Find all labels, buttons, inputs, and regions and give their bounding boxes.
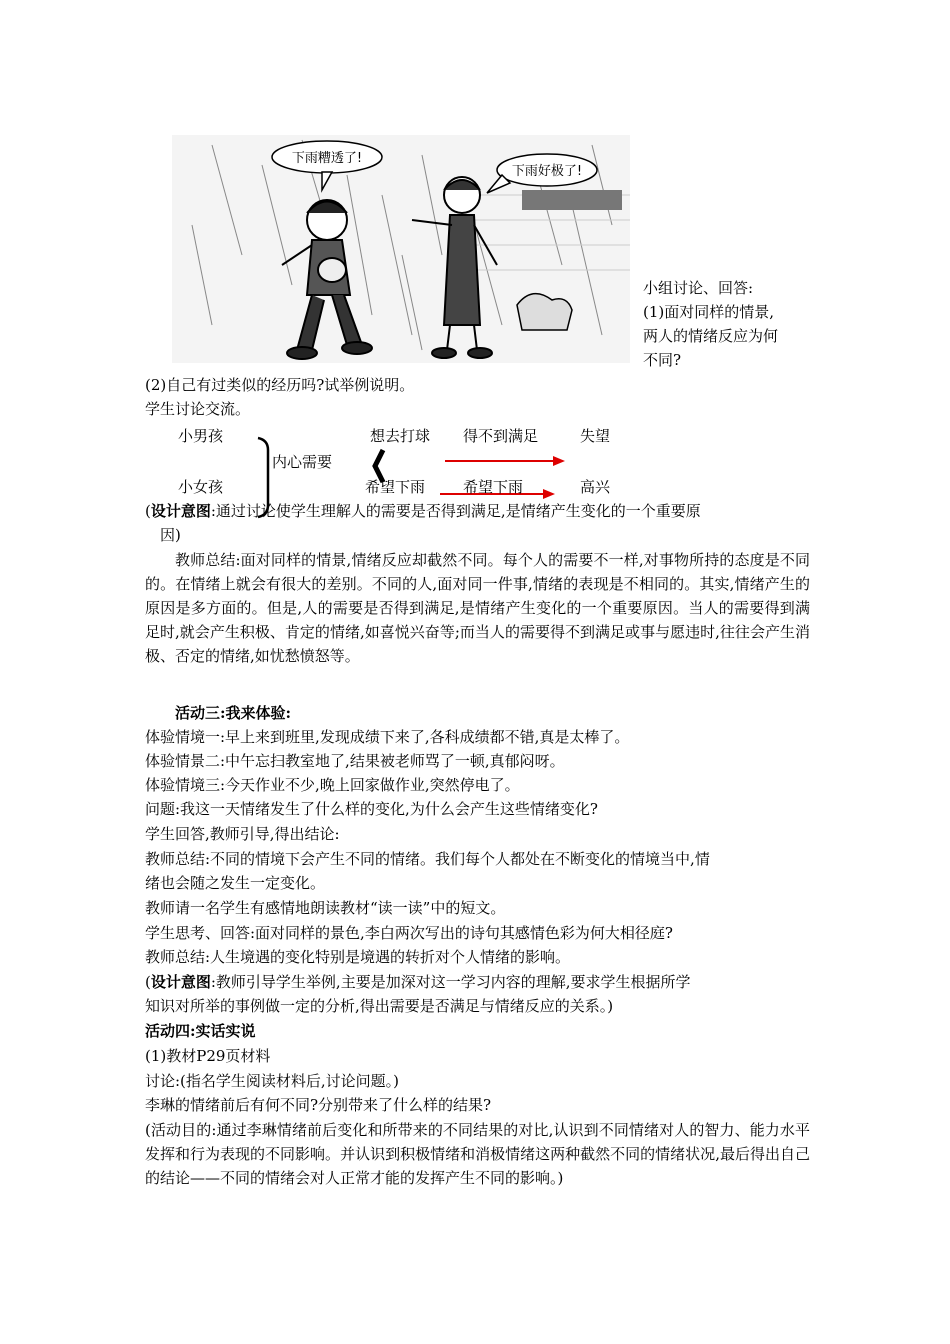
design-intent-label: 设计意图 [150, 502, 211, 520]
diagram-girl-result: 希望下雨 [463, 478, 524, 496]
design-intent-1: (设计意图:通过讨论使学生理解人的需要是否得到满足,是情绪产生变化的一个重要原 [145, 502, 701, 520]
material-line: (1)教材P29页材料 [145, 1047, 271, 1065]
activity-3-heading: 活动三:我来体验: [175, 704, 292, 722]
experience-1: 体验情境一:早上来到班里,发现成绩下来了,各科成绩都不错,真是太棒了。 [145, 728, 630, 746]
question-line: 问题:我这一天情绪发生了什么样的变化,为什么会产生这些情绪变化? [145, 800, 598, 818]
discussion-line: 学生讨论交流。 [145, 400, 251, 418]
design-intent-2: (设计意图:教师引导学生举例,主要是加深对这一学习内容的理解,要求学生根据所学 [145, 973, 691, 991]
design-intent-2-label: 设计意图 [150, 973, 211, 991]
bubble-right-text: 下雨好极了! [511, 164, 583, 179]
teacher-summary-3: 教师总结:人生境遇的变化特别是境遇的转折对个人情绪的影响。 [145, 948, 571, 966]
bubble-left-text: 下雨糟透了! [291, 151, 363, 166]
design-intent-text: :通过讨论使学生理解人的需要是否得到满足,是情绪产生变化的一个重要原 [210, 502, 701, 520]
diagram-boy: 小男孩 [178, 427, 224, 445]
discuss-line: 讨论:(指名学生阅读材料后,讨论问题。) [145, 1072, 400, 1090]
diagram-boy-want: 想去打球 [370, 427, 431, 445]
arrow-head-1 [553, 456, 565, 466]
teacher-summary-2b: 绪也会随之发生一定变化。 [145, 874, 326, 892]
design-intent-2-cont: 知识对所举的事例做一定的分析,得出需要是否满足与情绪反应的关系。) [145, 997, 614, 1015]
diagram-inner-need: 内心需要 [272, 453, 333, 471]
teacher-summary-1: 教师总结:面对同样的情景,情绪反应却截然不同。每个人的需要不一样,对事物所持的态度是不同的。在情绪上就会有很大的差别。不同的人,面对同一件事,情绪的表现是不相同的。其实,情绪产生的原因是多方面的。但是,人的需要是否得到满足,是情绪产生变化的一个重要原因。当人的需要得到满足时,就会产生积极、肯定的情绪,如喜悦兴奋等;而当人的需要得不到满足或事与愿违时,往往会产生消极、否定的情绪,如忧愁愤怒等。 [145, 551, 810, 665]
diagram-boy-feeling: 失望 [580, 427, 611, 445]
arrow-head-2 [543, 489, 555, 499]
side-text-3: 两人的情绪反应为何 [643, 327, 779, 345]
diagram-girl: 小女孩 [178, 478, 224, 496]
activity-purpose: (活动目的:通过李琳情绪前后变化和所带来的不同结果的对比,认识到不同情绪对人的智力、能力水平发挥和行为表现的不同影响。并认识到积极情绪和消极情绪这两种截然不同的情绪状况,最后得出自己的结论——不同的情绪会对人正常才能的发挥产生不同的影响。) [145, 1121, 810, 1187]
teacher-summary-2a: 教师总结:不同的情境下会产生不同的情绪。我们每个人都处在不断变化的情境当中,情 [145, 850, 710, 868]
side-text-4: 不同? [643, 351, 682, 369]
question-2: (2)自己有过类似的经历吗?试举例说明。 [145, 376, 415, 394]
experience-2: 体验情景二:中午忘扫教室地了,结果被老师骂了一顿,真郁闷呀。 [145, 752, 565, 770]
design-intent-2-text: :教师引导学生举例,主要是加深对这一学习内容的理解,要求学生根据所学 [210, 973, 691, 991]
experience-3: 体验情境三:今天作业不少,晚上回家做作业,突然停电了。 [145, 776, 520, 794]
side-text-2: (1)面对同样的情景, [643, 303, 775, 321]
read-aloud-line: 教师请一名学生有感情地朗读教材“读一读”中的短文。 [145, 899, 506, 917]
answer-line: 学生回答,教师引导,得出结论: [145, 825, 340, 843]
think-line: 学生思考、回答:面对同样的景色,李白两次写出的诗句其感情色彩为何大相径庭? [145, 924, 673, 942]
li-question-line: 李琳的情绪前后有何不同?分别带来了什么样的结果? [145, 1096, 492, 1114]
activity-4-heading: 活动四:实话实说 [145, 1022, 256, 1040]
side-text-1: 小组讨论、回答: [643, 279, 754, 297]
diagram-boy-result: 得不到满足 [463, 427, 539, 445]
diagram-girl-feeling: 高兴 [580, 478, 611, 496]
diagram-girl-want: 希望下雨 [365, 478, 426, 496]
design-intent-1-cont: 因) [160, 526, 181, 544]
